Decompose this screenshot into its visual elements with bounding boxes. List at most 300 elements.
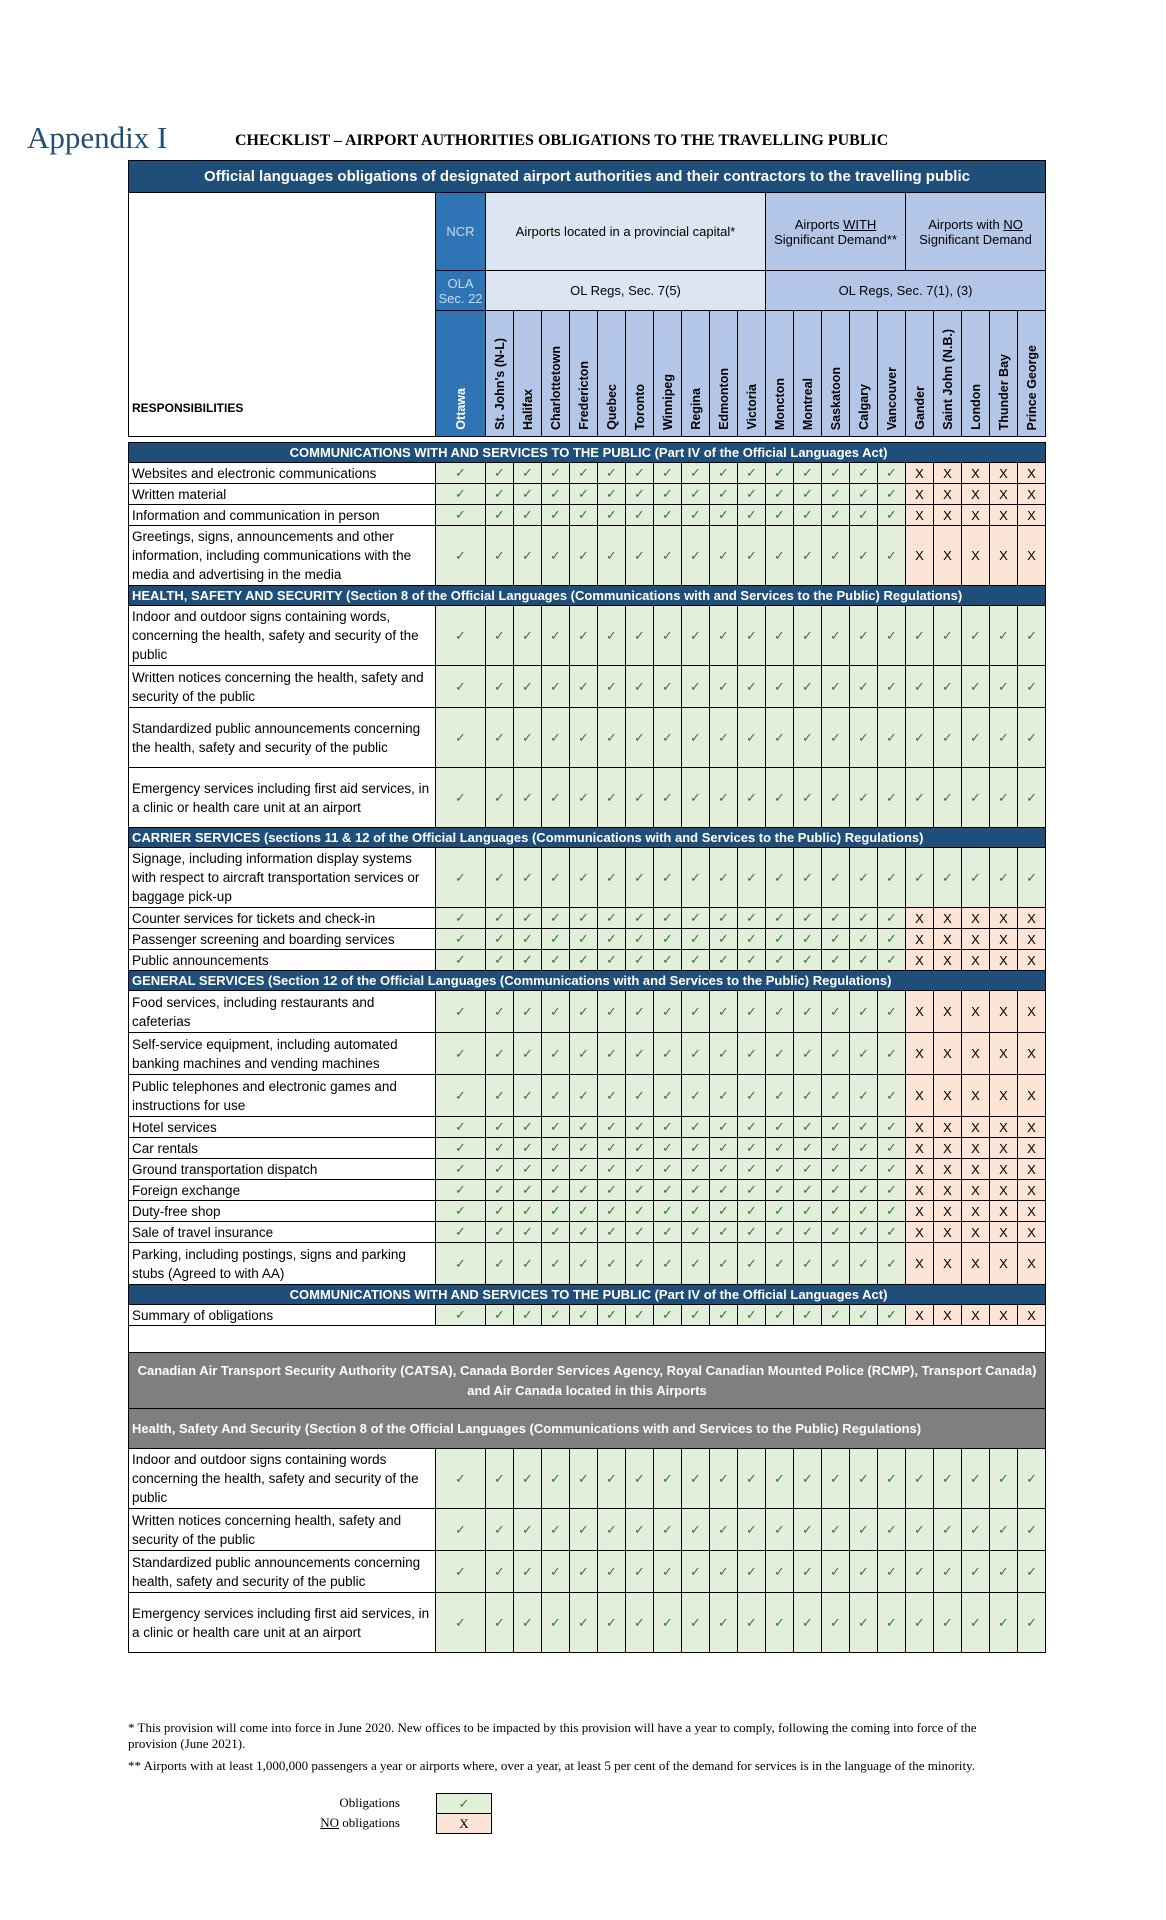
check-icon: ✓ — [598, 1117, 626, 1138]
responsibility-label: Signage, including information display systems with respect to aircraft transportation services or baggage pick-up — [129, 848, 436, 908]
check-icon: ✓ — [738, 1551, 766, 1593]
check-icon: ✓ — [514, 463, 542, 484]
table-row — [129, 1243, 1046, 1285]
check-icon: ✓ — [710, 929, 738, 950]
table-row — [129, 848, 1046, 908]
check-icon: ✓ — [436, 991, 486, 1033]
responsibility-label: Ground transportation dispatch — [129, 1159, 436, 1180]
check-icon: ✓ — [626, 1033, 654, 1075]
check-icon: ✓ — [878, 1305, 906, 1326]
responsibility-label: Written notices concerning health, safety and security of the public — [129, 1509, 436, 1551]
check-icon: ✓ — [878, 1509, 906, 1551]
check-icon: ✓ — [906, 708, 934, 768]
check-icon: ✓ — [822, 1180, 850, 1201]
check-icon: ✓ — [542, 484, 570, 505]
airport-header — [542, 311, 570, 437]
check-icon: ✓ — [766, 1075, 794, 1117]
check-icon: ✓ — [710, 1159, 738, 1180]
table-row — [129, 768, 1046, 828]
check-icon: ✓ — [710, 1033, 738, 1075]
x-icon: X — [962, 1222, 990, 1243]
check-icon: ✓ — [822, 1449, 850, 1509]
check-icon: ✓ — [794, 1159, 822, 1180]
check-icon: ✓ — [710, 848, 738, 908]
check-icon: ✓ — [514, 1593, 542, 1653]
check-icon: ✓ — [654, 463, 682, 484]
check-icon: ✓ — [738, 1075, 766, 1117]
x-icon: X — [1018, 991, 1046, 1033]
check-icon: ✓ — [598, 1075, 626, 1117]
x-icon: X — [990, 991, 1018, 1033]
catsa-subheader: Health, Safety And Security (Section 8 of the Official Languages (Communications with and Services to the Public) Regulations) — [129, 1409, 1046, 1449]
check-icon: ✓ — [822, 1117, 850, 1138]
check-icon: ✓ — [682, 606, 710, 666]
check-icon: ✓ — [626, 1117, 654, 1138]
check-icon: ✓ — [598, 1509, 626, 1551]
check-icon: ✓ — [514, 991, 542, 1033]
check-icon: ✓ — [486, 1509, 514, 1551]
check-icon: ✓ — [710, 606, 738, 666]
airport-name: Calgary — [856, 384, 871, 430]
table-row — [129, 1201, 1046, 1222]
responsibility-label: Indoor and outdoor signs containing words, concerning the health, safety and security of the public — [129, 606, 436, 666]
check-icon: ✓ — [598, 1593, 626, 1653]
x-icon: X — [934, 991, 962, 1033]
x-icon: X — [990, 908, 1018, 929]
table-row — [129, 606, 1046, 666]
check-icon: ✓ — [514, 1243, 542, 1285]
check-icon: ✓ — [598, 950, 626, 971]
blank-row — [129, 1326, 1046, 1353]
check-icon: ✓ — [878, 991, 906, 1033]
table-row — [129, 1117, 1046, 1138]
check-icon: ✓ — [794, 991, 822, 1033]
check-icon: ✓ — [962, 1593, 990, 1653]
check-icon: ✓ — [766, 1509, 794, 1551]
x-icon: X — [934, 1180, 962, 1201]
check-icon: ✓ — [570, 1117, 598, 1138]
obligations-table — [128, 160, 1045, 1653]
check-icon: ✓ — [486, 484, 514, 505]
check-icon: ✓ — [822, 1033, 850, 1075]
check-icon: ✓ — [962, 1449, 990, 1509]
x-icon: X — [990, 1117, 1018, 1138]
check-icon: ✓ — [822, 484, 850, 505]
check-icon: ✓ — [738, 606, 766, 666]
x-icon: X — [962, 526, 990, 586]
check-icon: ✓ — [878, 848, 906, 908]
check-icon: ✓ — [682, 1138, 710, 1159]
check-icon: ✓ — [878, 1180, 906, 1201]
check-icon: ✓ — [738, 768, 766, 828]
check-icon: ✓ — [570, 708, 598, 768]
check-icon: ✓ — [514, 484, 542, 505]
check-icon: ✓ — [486, 1305, 514, 1326]
check-icon: ✓ — [514, 1509, 542, 1551]
x-icon: X — [962, 1180, 990, 1201]
check-icon: ✓ — [850, 1117, 878, 1138]
check-icon: ✓ — [626, 708, 654, 768]
airport-header — [850, 311, 878, 437]
airport-header — [794, 311, 822, 437]
x-icon: X — [1018, 526, 1046, 586]
check-icon: ✓ — [542, 1305, 570, 1326]
check-icon: ✓ — [682, 991, 710, 1033]
responsibility-label: Information and communication in person — [129, 505, 436, 526]
airport-name: St. John's (N-L) — [492, 338, 507, 430]
check-icon: ✓ — [570, 1551, 598, 1593]
x-icon: X — [934, 1243, 962, 1285]
check-icon: ✓ — [906, 1449, 934, 1509]
check-icon: ✓ — [570, 1033, 598, 1075]
table-row — [129, 1285, 1046, 1305]
check-icon: ✓ — [654, 1075, 682, 1117]
check-icon: ✓ — [878, 1551, 906, 1593]
x-icon: X — [1018, 1222, 1046, 1243]
x-icon: X — [906, 505, 934, 526]
check-icon: ✓ — [542, 1243, 570, 1285]
check-icon: ✓ — [654, 505, 682, 526]
check-icon: ✓ — [738, 991, 766, 1033]
x-icon: X — [962, 1138, 990, 1159]
responsibility-label: Car rentals — [129, 1138, 436, 1159]
check-icon: ✓ — [682, 526, 710, 586]
check-icon: ✓ — [436, 1033, 486, 1075]
check-icon: ✓ — [626, 1138, 654, 1159]
legend-no-obligations — [300, 1813, 492, 1833]
check-icon: ✓ — [878, 1449, 906, 1509]
check-icon: ✓ — [486, 848, 514, 908]
check-icon: ✓ — [598, 1033, 626, 1075]
regs-sec-7-1-3: OL Regs, Sec. 7(1), (3) — [766, 271, 1046, 311]
check-icon: ✓ — [598, 991, 626, 1033]
check-icon: ✓ — [682, 950, 710, 971]
check-icon: ✓ — [794, 1222, 822, 1243]
airport-header — [878, 311, 906, 437]
check-icon: ✓ — [654, 1509, 682, 1551]
check-icon: ✓ — [822, 991, 850, 1033]
check-icon: ✓ — [878, 708, 906, 768]
check-icon: ✓ — [626, 991, 654, 1033]
x-icon: X — [934, 1305, 962, 1326]
check-icon: ✓ — [766, 1449, 794, 1509]
check-icon: ✓ — [486, 1222, 514, 1243]
check-icon: ✓ — [766, 463, 794, 484]
check-icon: ✓ — [542, 848, 570, 908]
check-icon: ✓ — [822, 1509, 850, 1551]
table-row — [129, 1353, 1046, 1409]
check-icon: ✓ — [514, 505, 542, 526]
check-icon: ✓ — [878, 1033, 906, 1075]
footnote-1: * This provision will come into force in June 2020. New offices to be impacted by this provision will have a year to comply, following the coming into force of the provision (June 2021). — [128, 1720, 977, 1751]
check-icon: ✓ — [962, 1551, 990, 1593]
check-icon: ✓ — [626, 1075, 654, 1117]
check-icon: ✓ — [710, 1509, 738, 1551]
x-icon: X — [962, 950, 990, 971]
check-icon: ✓ — [738, 1201, 766, 1222]
check-icon: ✓ — [766, 929, 794, 950]
x-icon: X — [990, 1243, 1018, 1285]
check-icon: ✓ — [436, 708, 486, 768]
check-icon: ✓ — [682, 1243, 710, 1285]
check-icon: ✓ — [654, 848, 682, 908]
airport-name: Ottawa — [453, 388, 468, 430]
check-icon: ✓ — [878, 1075, 906, 1117]
check-icon: ✓ — [436, 1305, 486, 1326]
responsibility-label: Standardized public announcements concerning health, safety and security of the public — [129, 1551, 436, 1593]
check-icon: ✓ — [710, 950, 738, 971]
x-icon: X — [1018, 484, 1046, 505]
check-icon: ✓ — [542, 1222, 570, 1243]
check-icon: ✓ — [794, 929, 822, 950]
check-icon: ✓ — [542, 666, 570, 708]
table-row — [129, 908, 1046, 929]
check-icon: ✓ — [486, 526, 514, 586]
check-icon: ✓ — [570, 1201, 598, 1222]
check-icon: ✓ — [738, 929, 766, 950]
check-icon: ✓ — [710, 1180, 738, 1201]
check-icon: ✓ — [878, 1222, 906, 1243]
check-icon: ✓ — [878, 484, 906, 505]
legend-obligations — [300, 1793, 492, 1813]
check-icon: ✓ — [1018, 1449, 1046, 1509]
check-icon: ✓ — [878, 768, 906, 828]
check-icon: ✓ — [850, 505, 878, 526]
section-header: GENERAL SERVICES (Section 12 of the Official Languages (Communications with and Services to the Public) Regulations) — [129, 971, 1046, 991]
check-icon: ✓ — [682, 1075, 710, 1117]
check-icon: ✓ — [542, 1075, 570, 1117]
check-icon: ✓ — [822, 1593, 850, 1653]
check-icon: ✓ — [738, 1305, 766, 1326]
x-icon: X — [906, 1117, 934, 1138]
check-icon: ✓ — [1018, 1593, 1046, 1653]
airport-header — [738, 311, 766, 437]
check-icon: ✓ — [738, 950, 766, 971]
airport-header — [514, 311, 542, 437]
check-icon: ✓ — [570, 991, 598, 1033]
check-icon: ✓ — [682, 1222, 710, 1243]
check-icon: ✓ — [542, 1509, 570, 1551]
check-icon: ✓ — [598, 666, 626, 708]
responsibility-label: Emergency services including first aid services, in a clinic or health care unit at an airport — [129, 768, 436, 828]
responsibility-label: Passenger screening and boarding services — [129, 929, 436, 950]
check-icon: ✓ — [436, 1243, 486, 1285]
x-icon: X — [962, 908, 990, 929]
check-icon: ✓ — [822, 848, 850, 908]
check-icon: ✓ — [486, 1159, 514, 1180]
check-icon: ✓ — [626, 1201, 654, 1222]
check-icon: ✓ — [570, 929, 598, 950]
check-icon: ✓ — [436, 1180, 486, 1201]
x-icon: X — [962, 991, 990, 1033]
x-icon: X — [1018, 1033, 1046, 1075]
airport-header — [962, 311, 990, 437]
check-icon: ✓ — [682, 1593, 710, 1653]
check-icon: ✓ — [738, 848, 766, 908]
check-icon: ✓ — [878, 1593, 906, 1653]
check-icon: ✓ — [766, 950, 794, 971]
check-icon: ✓ — [878, 666, 906, 708]
check-icon: ✓ — [738, 463, 766, 484]
check-icon: ✓ — [990, 1551, 1018, 1593]
check-icon: ✓ — [794, 1593, 822, 1653]
x-icon: X — [1018, 1180, 1046, 1201]
responsibility-label: Self-service equipment, including automated banking machines and vending machines — [129, 1033, 436, 1075]
x-icon: X — [934, 1201, 962, 1222]
check-icon: ✓ — [542, 1159, 570, 1180]
x-icon: X — [990, 1033, 1018, 1075]
check-icon: ✓ — [738, 484, 766, 505]
check-icon: ✓ — [822, 526, 850, 586]
airport-name: Thunder Bay — [996, 353, 1011, 430]
x-icon: X — [962, 1117, 990, 1138]
check-icon: ✓ — [514, 1159, 542, 1180]
check-icon: ✓ — [822, 768, 850, 828]
check-icon: ✓ — [682, 505, 710, 526]
check-icon: ✓ — [682, 484, 710, 505]
x-icon: X — [990, 950, 1018, 971]
check-icon: ✓ — [570, 505, 598, 526]
responsibility-label: Food services, including restaurants and cafeterias — [129, 991, 436, 1033]
check-icon: ✓ — [878, 606, 906, 666]
check-icon: ✓ — [766, 1159, 794, 1180]
airport-name: Montreal — [800, 377, 815, 430]
check-icon: ✓ — [486, 1593, 514, 1653]
check-icon: ✓ — [654, 484, 682, 505]
check-icon: ✓ — [850, 1159, 878, 1180]
check-icon: ✓ — [626, 1159, 654, 1180]
check-icon: ✓ — [598, 1551, 626, 1593]
check-icon: ✓ — [598, 768, 626, 828]
x-icon: X — [906, 929, 934, 950]
check-icon: ✓ — [514, 1305, 542, 1326]
x-icon: X — [934, 1159, 962, 1180]
check-icon: ✓ — [654, 708, 682, 768]
check-icon: ✓ — [766, 1593, 794, 1653]
check-icon: ✓ — [626, 666, 654, 708]
check-icon: ✓ — [710, 768, 738, 828]
airport-name: Vancouver — [884, 366, 899, 430]
check-icon: ✓ — [794, 484, 822, 505]
check-icon: ✓ — [710, 1117, 738, 1138]
x-icon: X — [906, 526, 934, 586]
airport-name: Charlottetown — [548, 345, 563, 430]
check-icon: ✓ — [598, 606, 626, 666]
x-icon: X — [990, 1159, 1018, 1180]
airport-header — [436, 311, 486, 437]
x-icon: X — [990, 1075, 1018, 1117]
check-icon: ✓ — [794, 848, 822, 908]
check-icon: ✓ — [682, 1033, 710, 1075]
check-icon: ✓ — [990, 666, 1018, 708]
check-icon: ✓ — [990, 1593, 1018, 1653]
check-icon: ✓ — [514, 1551, 542, 1593]
x-icon: X — [934, 463, 962, 484]
check-icon: ✓ — [682, 1449, 710, 1509]
check-icon: ✓ — [598, 526, 626, 586]
check-icon: ✓ — [514, 1449, 542, 1509]
check-icon: ✓ — [738, 1449, 766, 1509]
footnote-2: ** Airports with at least 1,000,000 passengers a year or airports where, over a year, at least 5 per cent of the demand for services is in the language of the minority. — [128, 1758, 975, 1773]
check-icon: ✓ — [486, 950, 514, 971]
check-icon: ✓ — [486, 1180, 514, 1201]
responsibility-label: Duty-free shop — [129, 1201, 436, 1222]
table-row — [129, 708, 1046, 768]
table-row — [129, 1326, 1046, 1353]
x-icon: X — [962, 1033, 990, 1075]
check-icon: ✓ — [710, 1222, 738, 1243]
check-icon: ✓ — [570, 1159, 598, 1180]
check-icon: ✓ — [794, 1138, 822, 1159]
airport-header — [822, 311, 850, 437]
check-icon: ✓ — [654, 606, 682, 666]
responsibility-label: Foreign exchange — [129, 1180, 436, 1201]
check-icon: ✓ — [766, 505, 794, 526]
check-icon: ✓ — [822, 1201, 850, 1222]
check-icon: ✓ — [906, 848, 934, 908]
responsibility-label: Emergency services including first aid services, in a clinic or health care unit at an airport — [129, 1593, 436, 1653]
check-icon: ✓ — [626, 929, 654, 950]
check-icon: ✓ — [486, 606, 514, 666]
group-ncr: NCR — [436, 193, 486, 271]
check-icon: ✓ — [514, 768, 542, 828]
table-row — [129, 1159, 1046, 1180]
x-icon: X — [962, 1201, 990, 1222]
check-icon: ✓ — [626, 606, 654, 666]
check-icon: ✓ — [850, 1509, 878, 1551]
check-icon: ✓ — [514, 1033, 542, 1075]
x-icon: X — [1018, 463, 1046, 484]
check-icon: ✓ — [598, 1449, 626, 1509]
check-icon: ✓ — [934, 1449, 962, 1509]
check-icon: ✓ — [1018, 666, 1046, 708]
check-icon: ✓ — [766, 526, 794, 586]
table-row — [129, 586, 1046, 606]
check-icon: ✓ — [850, 929, 878, 950]
check-icon: ✓ — [654, 991, 682, 1033]
check-icon: ✓ — [878, 1138, 906, 1159]
check-icon: ✓ — [486, 505, 514, 526]
check-icon: ✓ — [822, 1159, 850, 1180]
check-icon: ✓ — [682, 929, 710, 950]
check-icon: ✓ — [934, 768, 962, 828]
check-icon: ✓ — [570, 1222, 598, 1243]
check-icon: ✓ — [794, 1305, 822, 1326]
check-icon: ✓ — [962, 848, 990, 908]
check-icon: ✓ — [766, 606, 794, 666]
check-icon: ✓ — [654, 1033, 682, 1075]
check-icon: ✓ — [934, 1509, 962, 1551]
check-icon: ✓ — [682, 1551, 710, 1593]
check-icon: ✓ — [436, 1138, 486, 1159]
legend-no-obligations-label: NO obligations — [320, 1815, 400, 1830]
check-icon: ✓ — [878, 1159, 906, 1180]
check-icon: ✓ — [990, 1449, 1018, 1509]
check-icon: ✓ — [682, 1201, 710, 1222]
check-icon: ✓ — [878, 526, 906, 586]
check-icon: ✓ — [542, 1201, 570, 1222]
table-row — [129, 1551, 1046, 1593]
check-icon: ✓ — [436, 768, 486, 828]
airport-header — [906, 311, 934, 437]
airport-header — [990, 311, 1018, 437]
check-icon: ✓ — [766, 1033, 794, 1075]
check-icon: ✓ — [766, 908, 794, 929]
x-icon: X — [934, 929, 962, 950]
check-icon: ✓ — [850, 908, 878, 929]
check-icon: ✓ — [436, 463, 486, 484]
check-icon: ✓ — [822, 1551, 850, 1593]
